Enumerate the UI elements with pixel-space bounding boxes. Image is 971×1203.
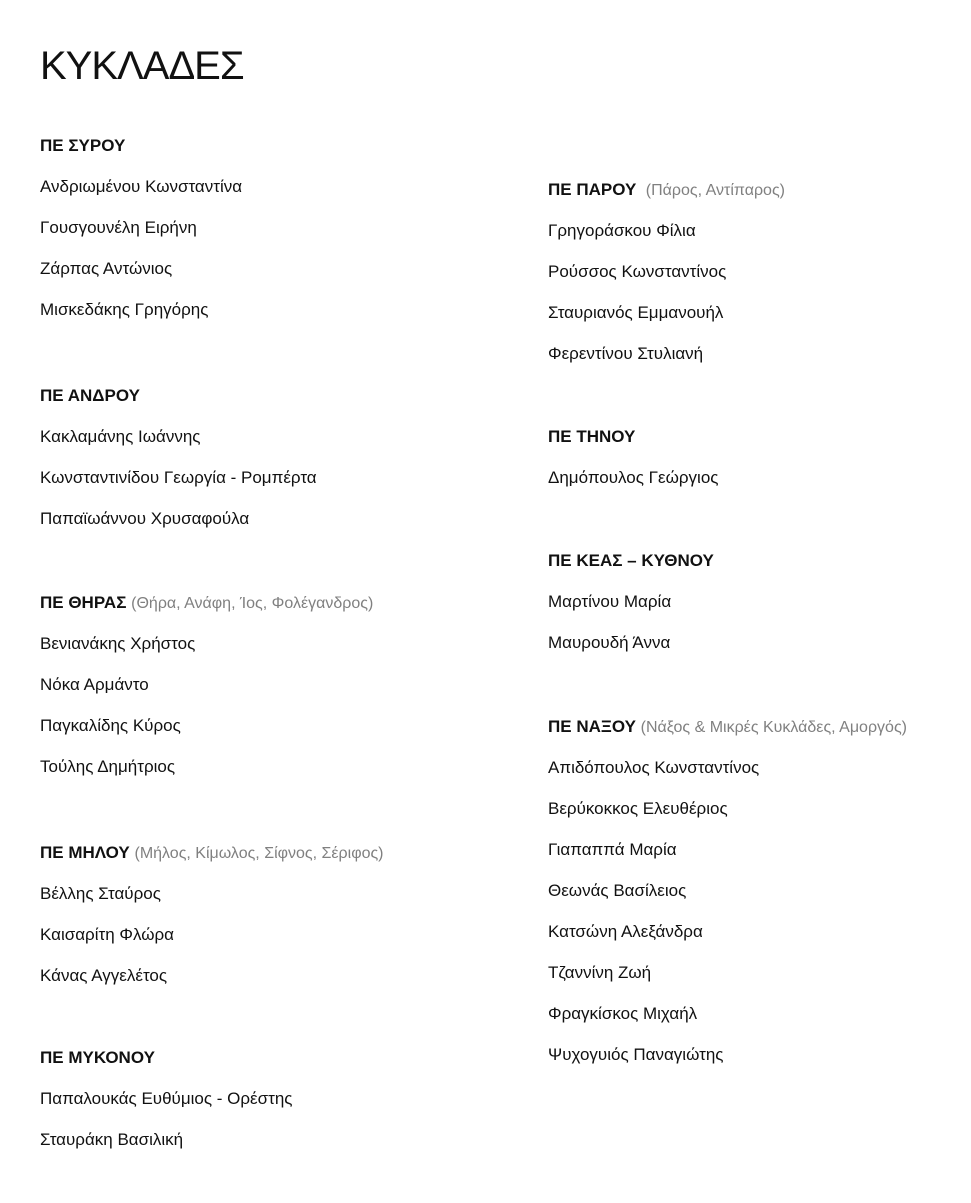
list-item: Κάνας Αγγελέτος — [40, 966, 168, 985]
list-item: Παπαλουκάς Ευθύμιος - Ορέστης — [40, 1089, 293, 1108]
section-heading — [40, 843, 384, 863]
name-list — [548, 592, 714, 653]
list-item: Μαυρουδή Άννα — [548, 633, 671, 652]
section-kea-kythnos — [548, 551, 714, 653]
section-heading — [40, 593, 373, 613]
name-list — [548, 221, 785, 364]
list-item: Γουσγουνέλη Ειρήνη — [40, 218, 197, 237]
section-heading — [548, 427, 718, 447]
section-heading — [548, 717, 907, 737]
section-heading-text: ΠΕ ΚΕΑΣ – ΚΥΘΝΟΥ — [548, 551, 714, 570]
section-paros — [548, 180, 785, 364]
section-note: (Θήρα, Ανάφη, Ίος, Φολέγανδρος) — [131, 595, 374, 612]
section-heading — [40, 386, 317, 406]
name-list — [40, 634, 373, 777]
section-heading-text: ΠΕ ΣΥΡΟΥ — [40, 136, 126, 155]
list-item: Κακλαμάνης Ιωάννης — [40, 427, 201, 446]
list-item: Ψυχογυιός Παναγιώτης — [548, 1045, 724, 1064]
section-heading-text: ΠΕ ΤΗΝΟΥ — [548, 427, 636, 446]
section-heading — [40, 1048, 293, 1068]
list-item: Σταυριανός Εμμανουήλ — [548, 303, 724, 322]
list-item: Παγκαλίδης Κύρος — [40, 716, 181, 735]
list-item: Παπαϊωάννου Χρυσαφούλα — [40, 509, 250, 528]
section-note: (Νάξος & Μικρές Κυκλάδες, Αμοργός) — [640, 719, 907, 736]
list-item: Φραγκίσκος Μιχαήλ — [548, 1004, 698, 1023]
list-item: Σταυράκη Βασιλική — [40, 1130, 184, 1149]
list-item: Ανδριωμένου Κωνσταντίνα — [40, 177, 243, 196]
section-mykonos — [40, 1048, 293, 1150]
section-heading-text: ΠΕ ΝΑΞΟΥ — [548, 717, 636, 736]
section-heading-text: ΠΕ ΠΑΡΟΥ — [548, 180, 637, 199]
name-list — [40, 884, 384, 986]
name-list — [548, 758, 907, 1065]
list-item: Ρούσσος Κωνσταντίνος — [548, 262, 727, 281]
list-item: Μαρτίνου Μαρία — [548, 592, 672, 611]
list-item: Γρηγοράσκου Φίλια — [548, 221, 696, 240]
list-item: Βερύκοκκος Ελευθέριος — [548, 799, 728, 818]
page-title: ΚΥΚΛΑΔΕΣ — [40, 44, 244, 88]
list-item: Τζαννίνη Ζωή — [548, 963, 652, 982]
name-list — [40, 1089, 293, 1150]
section-note: (Πάρος, Αντίπαρος) — [645, 182, 785, 199]
list-item: Μισκεδάκης Γρηγόρης — [40, 300, 209, 319]
list-item: Απιδόπουλος Κωνσταντίνος — [548, 758, 760, 777]
section-thira — [40, 593, 373, 777]
list-item: Νόκα Αρμάντο — [40, 675, 149, 694]
list-item: Θεωνάς Βασίλειος — [548, 881, 687, 900]
list-item: Τούλης Δημήτριος — [40, 757, 176, 776]
list-item: Καισαρίτη Φλώρα — [40, 925, 174, 944]
section-naxos — [548, 717, 907, 1065]
section-tinos — [548, 427, 718, 488]
name-list — [40, 427, 317, 529]
section-heading — [548, 180, 785, 200]
section-heading — [40, 136, 242, 156]
section-note: (Μήλος, Κίμωλος, Σίφνος, Σέριφος) — [134, 845, 384, 862]
section-syros — [40, 136, 242, 320]
list-item: Κατσώνη Αλεξάνδρα — [548, 922, 703, 941]
list-item: Βενιανάκης Χρήστος — [40, 634, 196, 653]
list-item: Ζάρπας Αντώνιος — [40, 259, 173, 278]
section-milos — [40, 843, 384, 986]
list-item: Δημόπουλος Γεώργιος — [548, 468, 719, 487]
section-heading-text: ΠΕ ΜΥΚΟΝΟΥ — [40, 1048, 155, 1067]
name-list — [548, 468, 718, 488]
section-heading — [548, 551, 714, 571]
section-heading-text: ΠΕ ΜΗΛΟΥ — [40, 843, 130, 862]
section-heading-text: ΠΕ ΑΝΔΡΟΥ — [40, 386, 140, 405]
list-item: Γιαπαππά Μαρία — [548, 840, 677, 859]
name-list — [40, 177, 242, 320]
list-item: Φερεντίνου Στυλιανή — [548, 344, 704, 363]
section-andros — [40, 386, 317, 529]
list-item: Κωνσταντινίδου Γεωργία - Ρομπέρτα — [40, 468, 317, 487]
list-item: Βέλλης Σταύρος — [40, 884, 161, 903]
section-heading-text: ΠΕ ΘΗΡΑΣ — [40, 593, 127, 612]
